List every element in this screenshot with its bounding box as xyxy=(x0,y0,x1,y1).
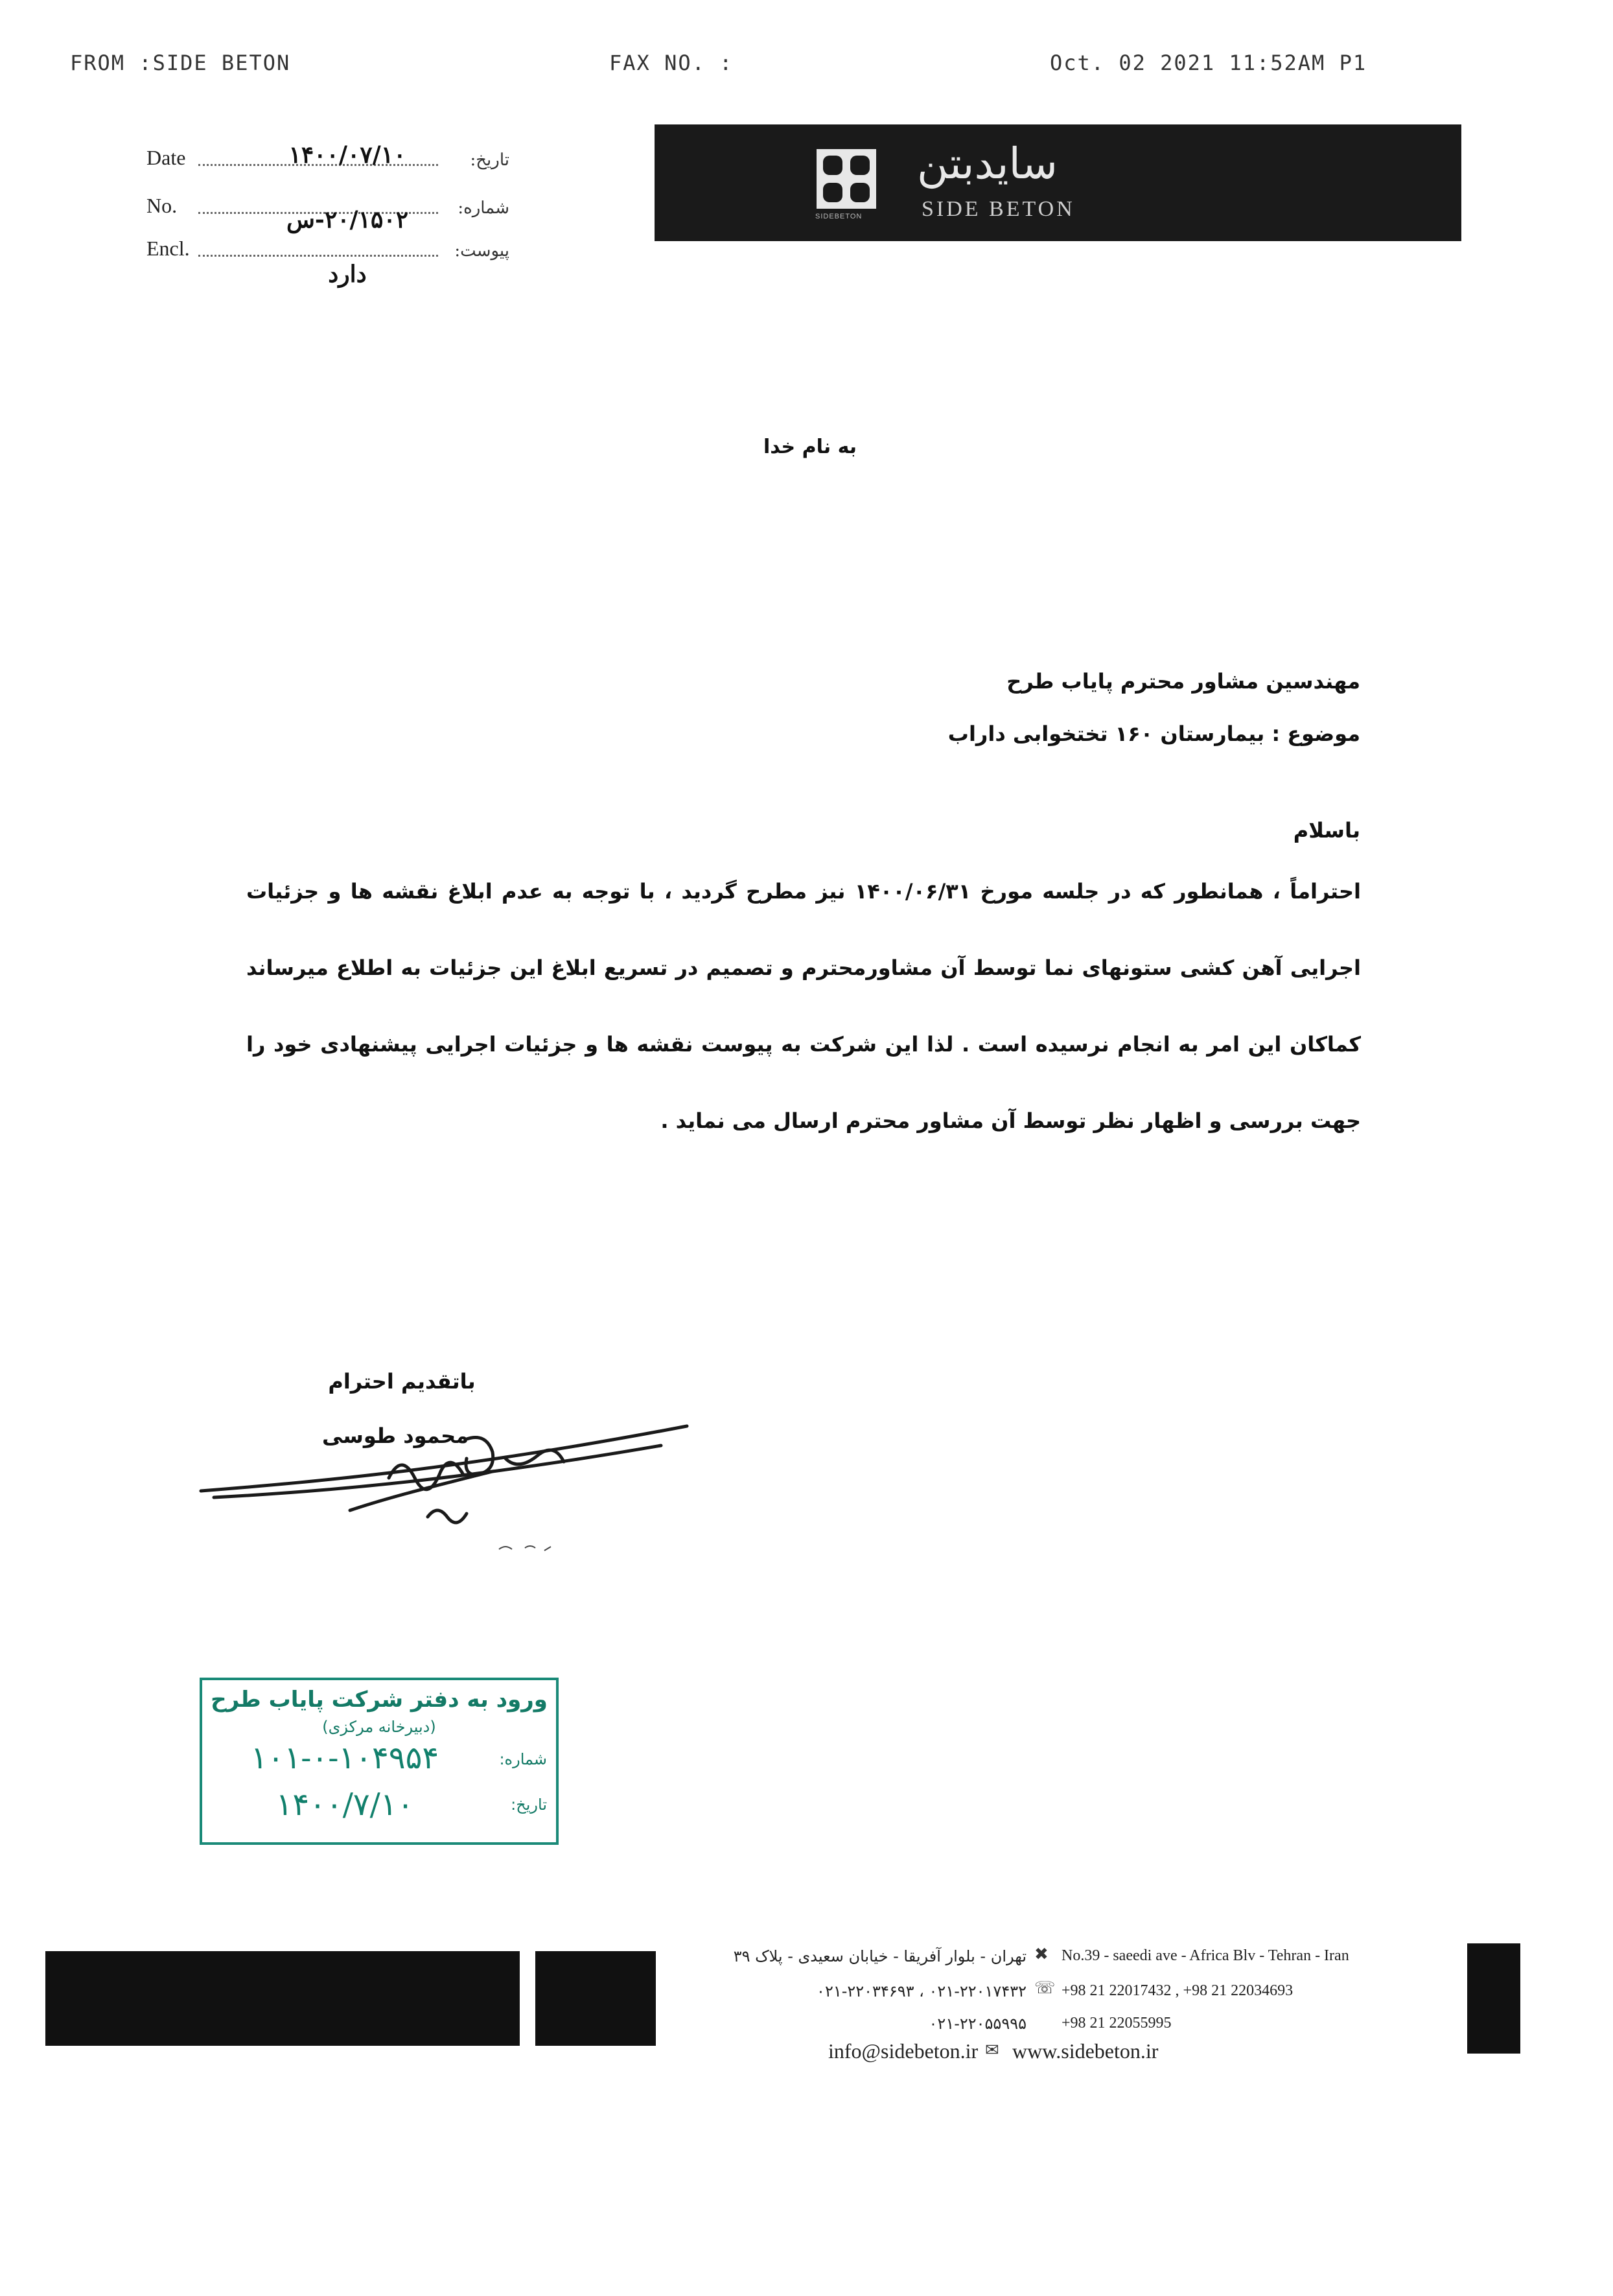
date-value: ۱۴۰۰/۰۷/۱۰ xyxy=(288,141,406,169)
enclosure-dotted-line xyxy=(198,255,438,257)
fax-number: FAX NO. : xyxy=(609,51,734,75)
logo-name-en: SIDE BETON xyxy=(922,197,1075,221)
meta-date-row xyxy=(146,136,509,175)
closing-line: باتقدیم احترام xyxy=(328,1369,476,1394)
logo-mark-caption: SIDEBETON xyxy=(815,213,863,220)
stamp-number-label: شماره: xyxy=(499,1750,547,1768)
footer-email[interactable]: info@sidebeton.ir xyxy=(828,2039,979,2063)
side-beton-logo-icon xyxy=(817,149,876,209)
number-label-fa: شماره: xyxy=(458,198,509,218)
footer-fax-en: +98 21 22055995 xyxy=(1062,2015,1172,2032)
stamp-date-value: ۱۴۰۰/۷/۱۰ xyxy=(275,1786,414,1823)
subject-line: موضوع : بیمارستان ۱۶۰ تختخوابی داراب xyxy=(947,721,1360,746)
stamp-subtitle: (دبیرخانه مرکزی) xyxy=(322,1718,436,1736)
footer-website[interactable]: www.sidebeton.ir xyxy=(1012,2039,1159,2063)
footer-bar-middle xyxy=(535,1951,656,2046)
stamp-title: ورود به دفتر شرکت پایاب طرح xyxy=(211,1687,548,1713)
footer-phone-fa: ۰۲۱-۲۲۰۱۷۴۳۲ ، ۰۲۱-۲۲۰۳۴۶۹۳ xyxy=(817,1982,1027,2000)
footer-phone-en: +98 21 22017432 , +98 21 22034693 xyxy=(1062,1982,1294,1999)
date-label-fa: تاریخ: xyxy=(470,150,509,170)
email-icon: ✉ xyxy=(985,2041,999,2060)
enclosure-label-en: Encl. xyxy=(146,237,190,260)
stamp-number-value: ۱۰۱-۰-۱۰۴۹۵۴ xyxy=(250,1740,439,1776)
fax-from: FROM :SIDE BETON xyxy=(70,51,291,75)
date-label-en: Date xyxy=(146,146,186,169)
logo-banner xyxy=(655,124,1461,241)
basmala-heading: به نام خدا xyxy=(763,436,857,458)
address-icon: ✖ xyxy=(1034,1945,1049,1964)
footer-address-fa: تهران - بلوار آفریقا - خیابان سعیدی - پلاک ۳۹ xyxy=(733,1947,1027,1965)
fax-datetime: Oct. 02 2021 11:52AM P1 xyxy=(1050,51,1367,75)
footer-bar-left xyxy=(45,1951,520,2046)
footer-fax-fa: ۰۲۱-۲۲۰۵۵۹۹۵ xyxy=(929,2015,1027,2033)
received-stamp xyxy=(200,1678,559,1845)
handwritten-signature-icon xyxy=(194,1400,700,1569)
stamp-date-label: تاریخ: xyxy=(511,1796,547,1814)
signer-name: محمود طوسی xyxy=(322,1423,469,1448)
enclosure-label-fa: پیوست: xyxy=(454,241,509,261)
body-paragraph: احتراماً ، همانطور که در جلسه مورخ ۱۴۰۰/۰۶/۳۱ نیز مطرح گردید ، با توجه به عدم ابلاغ نقشه ها و جزئیات اجرایی آهن کشی ستونهای نما توسط آن مشاورمحترم و تصمیم در تسریع ابلاغ این جزئیات به اطلاع میرساند کماکان این امر به انجام نرسیده است . لذا این شرکت به پیوست نقشه ها و جزئیات اجرایی پیشنهادی خود را جهت بررسی و اظهار نظر توسط آن مشاور محترم ارسال می نماید . xyxy=(246,879,1362,1133)
footer-address-en: No.39 - saeedi ave - Africa Blv - Tehran - Iran xyxy=(1062,1947,1349,1964)
footer-bar-right xyxy=(1467,1943,1520,2054)
number-value: ۲۰/۱۵۰۲-س xyxy=(286,206,409,233)
greeting-line: باسلام xyxy=(1293,818,1360,843)
recipient-line: مهندسین مشاور محترم پایاب طرح xyxy=(1006,669,1360,694)
logo-name-fa: سایدبتن xyxy=(917,139,1058,189)
enclosure-value: دارد xyxy=(328,261,367,288)
meta-enclosure-row xyxy=(146,227,509,288)
number-label-en: No. xyxy=(146,194,178,217)
meta-number-row xyxy=(146,184,509,233)
phone-icon: ☏ xyxy=(1034,1978,1056,1998)
